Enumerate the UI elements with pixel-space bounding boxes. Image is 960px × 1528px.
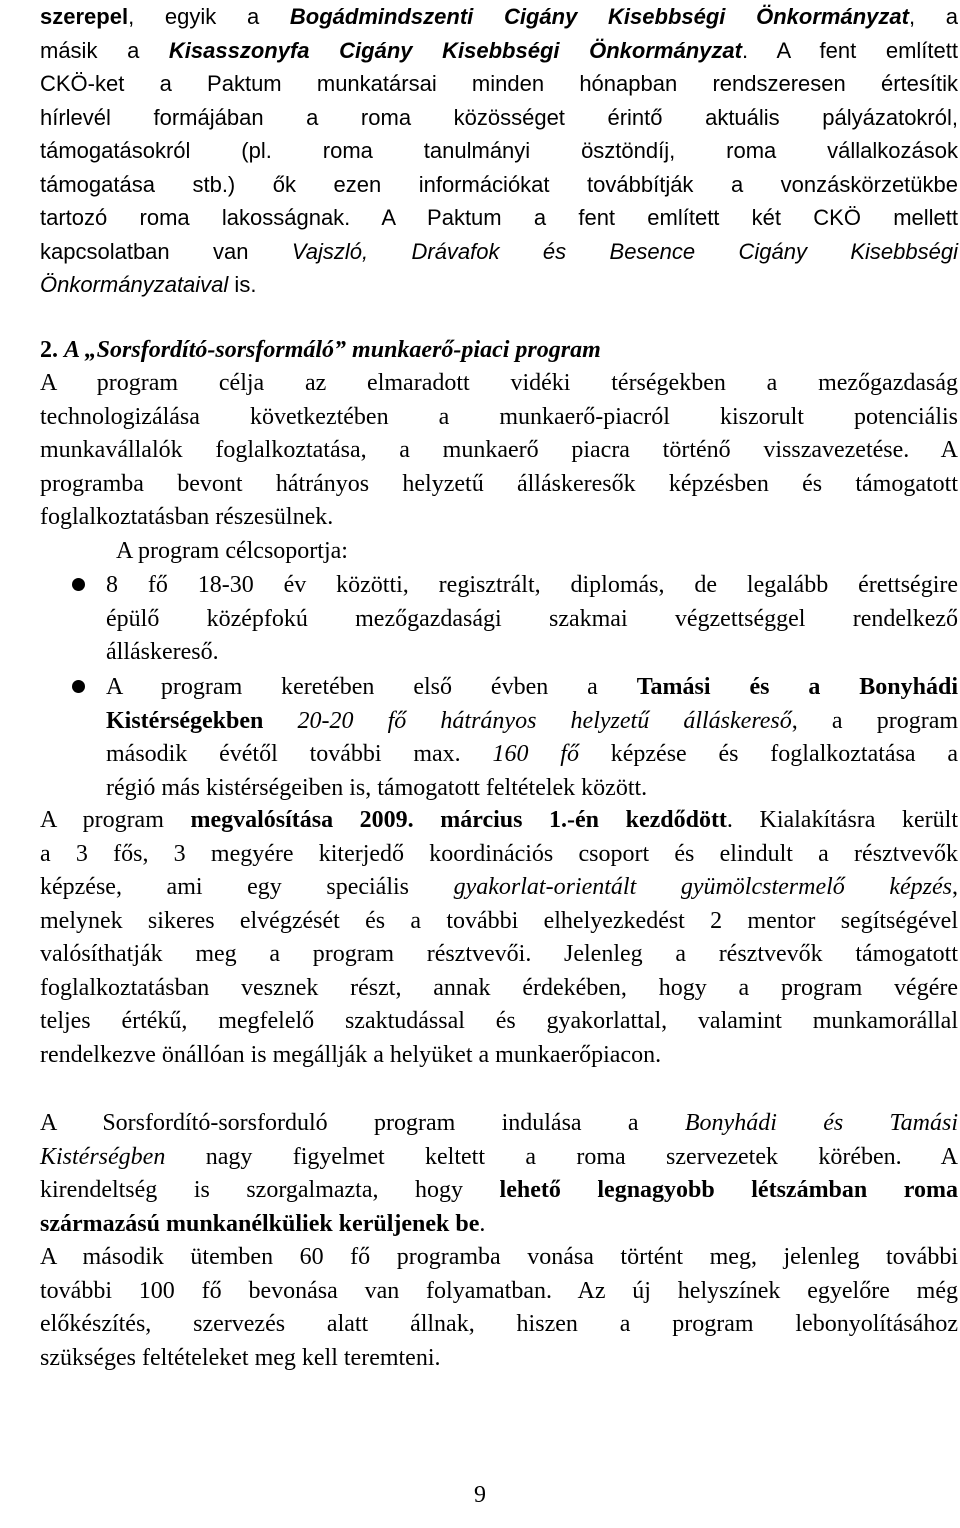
target-group-label: A program célcsoportja:: [116, 537, 348, 564]
text-line: rendelkezve önállóan is megállják a helyüket a munkaerőpiacon.: [40, 1041, 662, 1068]
bold-text: Kistérségekben: [106, 707, 264, 734]
text-span: , egyik a: [128, 4, 290, 29]
text-span: kapcsolatban van: [40, 238, 292, 264]
bold-italic-text: Kisasszonyfa Cigány Kisebbségi Önkormányzat: [168, 37, 742, 63]
text-span: . Kialakításra került: [726, 807, 958, 833]
text-line: technologizálása következtében a munkaerő-piacról kiszorult potenciális: [40, 403, 958, 430]
text-line: [40, 268, 958, 302]
paragraph-cko-newsletter: [40, 0, 958, 302]
text-span: is.: [228, 272, 257, 297]
text-span: , a program: [791, 707, 959, 734]
text-line: foglalkoztatásban részesülnek.: [40, 504, 334, 530]
text-line: a 3 fős, 3 megyére kiterjedő koordinációs csoport és elindult a résztvevők: [40, 840, 958, 867]
text-line: [40, 34, 958, 68]
paragraph-program-goal: [40, 367, 958, 568]
italic-text: 20-20 fő hátrányos helyzetű álláskereső: [297, 707, 792, 734]
text-line: [106, 671, 958, 705]
text-line: [40, 804, 958, 838]
bold-italic-text: Bogádmindszenti Cigány Kisebbségi Önkormányzat: [289, 4, 909, 29]
text-span: , a: [908, 4, 958, 29]
text-line: melynek sikeres elvégzését és a további elhelyezkedést 2 mentor segítségével: [40, 907, 958, 934]
text-span: .: [479, 1210, 486, 1237]
text-line: [106, 705, 958, 739]
text-line: [40, 1208, 958, 1242]
text-span: nagy figyelmet keltett a roma szervezetek körében. A: [165, 1143, 958, 1170]
bold-text: megvalósítása 2009. március 1.-én kezdődött: [190, 807, 727, 833]
text-line: valósíthatják meg a program résztvevői. Jelenleg a résztvevők támogatott: [40, 941, 958, 967]
bold-text: Tamási és a Bonyhádi: [636, 674, 959, 700]
text-line: A program célja az elmaradott vidéki térségekben a mezőgazdaság: [40, 370, 958, 396]
paragraph-implementation: [40, 804, 958, 1072]
italic-text: 160 fő: [492, 741, 579, 767]
text-line: régió más kistérségeiben is, támogatott feltételek között.: [106, 774, 648, 801]
text-span: képzése és foglalkoztatása a: [578, 741, 959, 767]
text-line: [40, 1141, 958, 1175]
text-span: [263, 708, 297, 734]
text-line: [40, 871, 958, 905]
bold-text: származású munkanélküliek kerüljenek be: [40, 1210, 480, 1237]
section-heading: [40, 334, 958, 368]
section-number: 2.: [40, 337, 64, 363]
text-line: hírlevél formájában a roma közösséget érintő aktuális pályázatokról,: [40, 104, 958, 130]
bullet-icon: [72, 680, 85, 693]
bold-text: lehető legnagyobb létszámban roma: [499, 1177, 958, 1203]
page-number: 9: [474, 1482, 486, 1508]
heading-line: [40, 334, 958, 368]
bold-text: szerepel: [40, 4, 129, 29]
text-line: programba bevont hátrányos helyzetű álláskeresők képzésben és támogatott: [40, 470, 958, 497]
text-line: foglalkoztatásban vesznek részt, annak érdekében, hogy a program végére: [40, 974, 958, 1001]
text-line: épülő középfokú mezőgazdasági szakmai végzettséggel rendelkező: [106, 605, 958, 632]
text-line: [106, 738, 958, 772]
text-span: kirendeltség is szorgalmazta, hogy: [40, 1177, 500, 1203]
text-line: teljes értékű, megfelelő szaktudással és gyakorlattal, valamint munkamorállal: [40, 1008, 958, 1034]
text-span: . A fent említett: [741, 37, 958, 63]
text-span: A program: [40, 807, 191, 833]
text-line: [40, 0, 958, 34]
italic-text: Vajszló, Drávafok és Besence Cigány Kisebbségi: [291, 238, 958, 264]
text-line: előkészítés, szervezés alatt állnak, hiszen a program lebonyolításához: [40, 1311, 958, 1337]
text-line: támogatása stb.) ők ezen információkat továbbítják a vonzáskörzetükbe: [40, 171, 958, 197]
paragraph-launch: [40, 1107, 958, 1375]
text-line: CKÖ-ket a Paktum munkatársai minden hónapban rendszeresen értesítik: [40, 71, 958, 96]
text-line: álláskereső.: [106, 639, 219, 665]
bullet-icon: [72, 578, 85, 591]
text-line: [40, 1107, 958, 1141]
text-line: 8 fő 18-30 év közötti, regisztrált, diplomás, de legalább érettségire: [106, 572, 958, 598]
text-line: támogatásokról (pl. roma tanulmányi ösztöndíj, roma vállalkozások: [40, 138, 958, 163]
bullet-item: [106, 671, 958, 805]
text-span: A program keretében első évben a: [106, 674, 637, 700]
italic-text: Kistérségben: [40, 1143, 166, 1170]
text-line: tartozó roma lakosságnak. A Paktum a fent említett két CKÖ mellett: [40, 205, 958, 230]
text-line: [40, 235, 958, 269]
italic-text: Bonyhádi és Tamási: [684, 1110, 958, 1136]
italic-text: Önkormányzataival: [40, 272, 229, 297]
text-span: másik a: [40, 37, 169, 63]
text-line: A második ütemben 60 fő programba vonása történt meg, jelenleg további: [40, 1244, 958, 1270]
bullet-item: [106, 569, 958, 670]
text-span: második évétől további max.: [106, 741, 493, 767]
text-span: A Sorsfordító-sorsforduló program indulása a: [40, 1110, 685, 1136]
text-span: képzése, ami egy speciális: [40, 874, 454, 900]
text-span: ,: [952, 874, 959, 900]
text-line: szükséges feltételeket meg kell teremteni.: [40, 1344, 441, 1371]
italic-text: gyakorlat-orientált gyümölcstermelő képzés: [453, 874, 953, 900]
text-line: további 100 fő bevonása van folyamatban. Az új helyszínek egyelőre még: [40, 1277, 958, 1304]
section-title: A „Sorsfordító-sorsformáló” munkaerő-piaci program: [64, 337, 601, 363]
text-line: munkavállalók foglalkoztatása, a munkaerő piacra történő visszavezetése. A: [40, 437, 958, 463]
text-line: [40, 1174, 958, 1208]
